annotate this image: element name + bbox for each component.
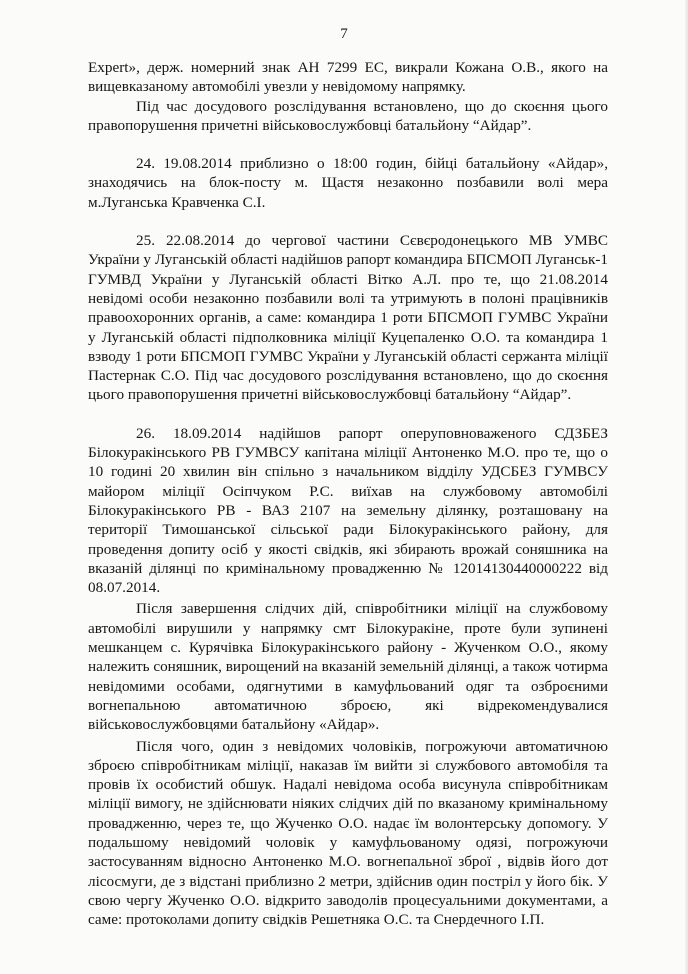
paragraph-item-26: 26. 18.09.2014 надійшов рапорт оперуповноваженого СДЗБЕЗ Білокуракінського РВ ГУМВСУ капітана міліції Антоненко М.О. про те, що о 10 годині 20 хвилин він спільно з начальником відділу УДСБЕЗ ГУМВСУ майором міліції Осіпчуком Р.С. виїхав на службовому автомобілі Білокуракінського РВ - ВАЗ 2107 на земельну ділянку, розташовану на території Тимошанської сільської ради Білокуракінського району, для проведення допиту осіб у якості свідків, які збирають врожай соняшника на вказаній ділянці по кримінальному провадженню № 12014130440000222 від 08.07.2014. <box>88 424 608 597</box>
document-body <box>88 58 608 929</box>
paragraph-item-24: 24. 19.08.2014 приблизно о 18:00 годин, бійці батальйону «Айдар», знаходячись на блок-посту м. Щастя незаконно позбавили волі мера м.Луганська Кравченка С.І. <box>88 155 608 211</box>
paragraph-investigation-note: Під час досудового розслідування встановлено, що до скоєння цього правопорушення причетні військовослужбовці батальйону “Айдар”. <box>88 97 608 134</box>
paragraph-continuation: Expert», держ. номерний знак АН 7299 ЕС, викрали Кожана О.В., якого на вищевказаному автомобілі увезли у невідомому напрямку. <box>88 59 608 96</box>
paragraph-after-that: Після чого, один з невідомих чоловіків, погрожуючи автоматичною зброєю співробітникам міліції, наказав їм вийти зі службового автомобіля та провів їх особистий обшук. Надалі невідома особа висунула співробітникам міліції вимогу, не здійснювати ніяких слідчих дій по вказаному кримінальному провадженню, через те, що Жученко О.О. надає їм волонтерську допомогу. У подальшому невідомий чоловік у камуфльованому одязі, погрожуючи застосуванням відносно Антоненко М.О. вогнепальної зброї , відвів його дот лісосмуги, де з відстані приблизно 2 метри, здійснив один постріл у його бік. У свою чергу Жученко О.О. відкрито заводолів процесуальними документами, а саме: протоколами допиту свідків Решетняка О.С. та Снердечного І.П. <box>88 737 608 929</box>
page-number: 7 <box>340 26 348 42</box>
paragraph-item-25: 25. 22.08.2014 до чергової частини Сєвєродонецького МВ УМВС України у Луганській області надійшов рапорт командира БПСМОП Луганськ-1 ГУМВД України у Луганській області Вітко А.Л. про те, що 21.08.2014 невідомі особи незаконно позбавили волі та утримують в полоні працівників правоохоронних органів, а саме: командира 1 роти БПСМОП ГУМВС України у Луганській області підполковника міліції Куцепаленко О.О. та командира 1 взводу 1 роти БПСМОП ГУМВС України у Луганській області сержанта міліції Пастернак С.О. Під час досудового розслідування встановлено, що до скоєння цього правопорушення причетні військовослужбовці батальйону “Айдар”. <box>88 232 608 404</box>
paragraph-after-investigation: Після завершення слідчих дій, співробітники міліції на службовому автомобілі вирушили у напрямку смт Білокуракіне, проте були зупинені мешканцем с. Курячівка Білокуракінського району - Жученком О.О., якому належить соняшник, вирощений на вказаній земельній ділянці, а також чотирма невідомими особами, одягнутими в камуфльований одяг та озброєними вогнепальною автоматичною зброєю, які відрекомендувалися військовослужбовцями батальйону «Айдар». <box>88 600 608 734</box>
